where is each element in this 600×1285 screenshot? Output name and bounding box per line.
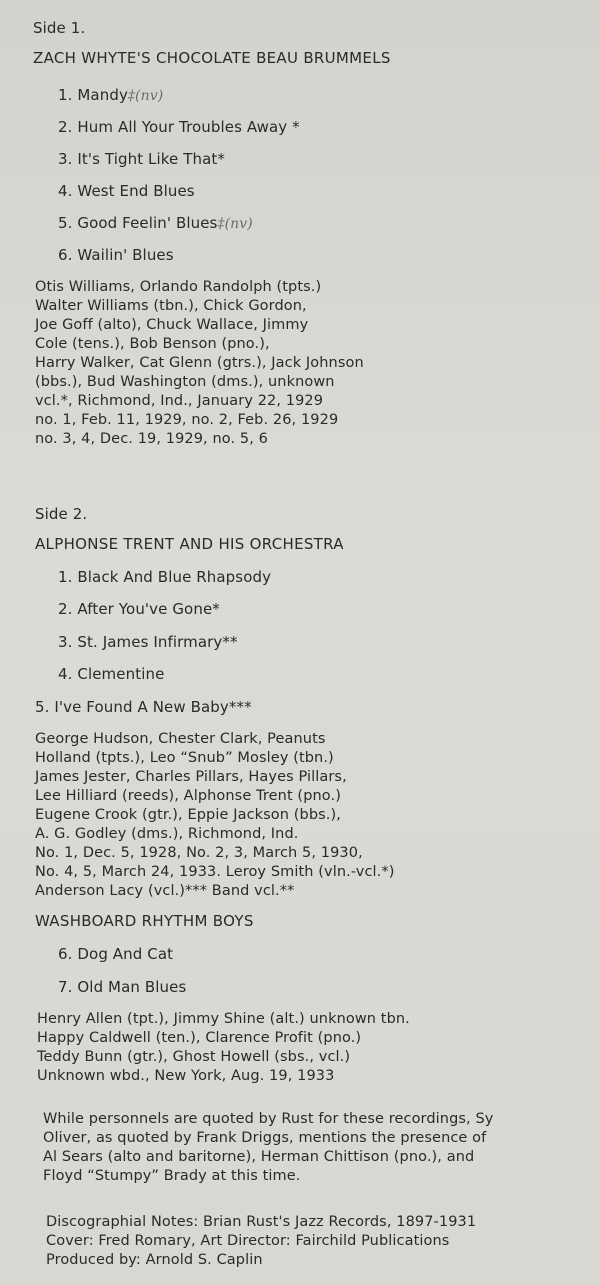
note-line: Al Sears (alto and baritorne), Herman Chittison (pno.), and	[43, 1149, 475, 1165]
personnel-line: Teddy Bunn (gtr.), Ghost Howell (sbs., vcl.)	[37, 1049, 351, 1065]
credit-line: Cover: Fred Romary, Art Director: Fairchild Publications	[46, 1233, 450, 1249]
track-item	[58, 978, 186, 996]
personnel-line: (bbs.), Bud Washington (dms.), unknown	[35, 374, 335, 390]
track-number: 7.	[58, 978, 73, 996]
track-number: 6.	[58, 945, 73, 963]
track-number: 3.	[58, 633, 73, 651]
handwritten-note: ‡(nv)	[217, 216, 253, 232]
side-2-label: Side 2.	[35, 505, 88, 523]
personnel-line: No. 4, 5, March 24, 1933. Leroy Smith (vln.-vcl.*)	[35, 864, 395, 880]
track-number: 3.	[58, 150, 73, 168]
note-line: Floyd “Stumpy” Brady at this time.	[43, 1168, 301, 1184]
personnel-line: Cole (tens.), Bob Benson (pno.),	[35, 336, 270, 352]
personnel-line: Unknown wbd., New York, Aug. 19, 1933	[37, 1068, 335, 1084]
personnel-line: Eugene Crook (gtr.), Eppie Jackson (bbs.),	[35, 807, 341, 823]
track-item	[58, 665, 164, 683]
track-item	[58, 182, 195, 200]
track-title: I've Found A New Baby***	[54, 698, 252, 716]
personnel-line: no. 3, 4, Dec. 19, 1929, no. 5, 6	[35, 431, 268, 447]
track-item	[58, 214, 253, 233]
personnel-line: Anderson Lacy (vcl.)*** Band vcl.**	[35, 883, 295, 899]
track-number: 2.	[58, 118, 73, 136]
track-number: 1.	[58, 86, 73, 104]
track-title: Dog And Cat	[77, 945, 174, 963]
handwritten-note: ‡(nv)	[127, 88, 164, 104]
track-number: 4.	[58, 665, 73, 683]
personnel-line: James Jester, Charles Pillars, Hayes Pillars,	[35, 769, 347, 785]
side-1-band-name: ZACH WHYTE'S CHOCOLATE BEAU BRUMMELS	[33, 49, 391, 67]
personnel-line: Lee Hilliard (reeds), Alphonse Trent (pno.)	[35, 788, 341, 804]
personnel-line: no. 1, Feb. 11, 1929, no. 2, Feb. 26, 1929	[35, 412, 339, 428]
track-item	[58, 150, 225, 168]
track-number: 6.	[58, 246, 73, 264]
personnel-line: Walter Williams (tbn.), Chick Gordon,	[35, 298, 307, 314]
track-item	[35, 698, 252, 716]
personnel-line: George Hudson, Chester Clark, Peanuts	[35, 731, 326, 747]
track-title: It's Tight Like That*	[77, 150, 225, 168]
track-item	[58, 945, 173, 963]
personnel-line: Happy Caldwell (ten.), Clarence Profit (pno.)	[37, 1030, 362, 1046]
track-item	[58, 600, 220, 618]
track-item	[58, 568, 271, 586]
credit-line: Produced by: Arnold S. Caplin	[46, 1252, 263, 1268]
track-title: Black And Blue Rhapsody	[77, 568, 272, 586]
track-mark: *	[292, 118, 300, 136]
track-number: 2.	[58, 600, 73, 618]
track-title: Clementine	[77, 665, 165, 683]
track-number: 5.	[35, 698, 50, 716]
personnel-line: Henry Allen (tpt.), Jimmy Shine (alt.) unknown tbn.	[37, 1011, 410, 1027]
track-number: 1.	[58, 568, 73, 586]
personnel-line: Otis Williams, Orlando Randolph (tpts.)	[35, 279, 322, 295]
track-number: 5.	[58, 214, 73, 232]
track-number: 4.	[58, 182, 73, 200]
note-line: Oliver, as quoted by Frank Driggs, mentions the presence of	[43, 1130, 487, 1146]
track-title: St. James Infirmary**	[77, 633, 238, 651]
track-title: Wailin' Blues	[77, 246, 174, 264]
track-title: Mandy	[77, 86, 128, 104]
track-title: Old Man Blues	[77, 978, 187, 996]
personnel-line: Harry Walker, Cat Glenn (gtrs.), Jack Johnson	[35, 355, 364, 371]
side-1-label: Side 1.	[33, 19, 86, 37]
note-line: While personnels are quoted by Rust for these recordings, Sy	[43, 1111, 494, 1127]
track-item	[58, 118, 300, 136]
side-2-band-name: ALPHONSE TRENT AND HIS ORCHESTRA	[35, 535, 344, 553]
track-title: Hum All Your Troubles Away	[77, 118, 288, 136]
track-title: After You've Gone*	[77, 600, 220, 618]
track-title: West End Blues	[77, 182, 195, 200]
credit-line: Discographial Notes: Brian Rust's Jazz Records, 1897-1931	[46, 1214, 477, 1230]
track-item	[58, 86, 163, 105]
track-title: Good Feelin' Blues	[77, 214, 218, 232]
track-item	[58, 633, 238, 651]
personnel-line: Holland (tpts.), Leo “Snub” Mosley (tbn.)	[35, 750, 334, 766]
personnel-line: No. 1, Dec. 5, 1928, No. 2, 3, March 5, 1930,	[35, 845, 363, 861]
personnel-line: Joe Goff (alto), Chuck Wallace, Jimmy	[35, 317, 309, 333]
personnel-line: vcl.*, Richmond, Ind., January 22, 1929	[35, 393, 324, 409]
second-band-name: WASHBOARD RHYTHM BOYS	[35, 912, 254, 930]
track-item	[58, 246, 174, 264]
personnel-line: A. G. Godley (dms.), Richmond, Ind.	[35, 826, 299, 842]
